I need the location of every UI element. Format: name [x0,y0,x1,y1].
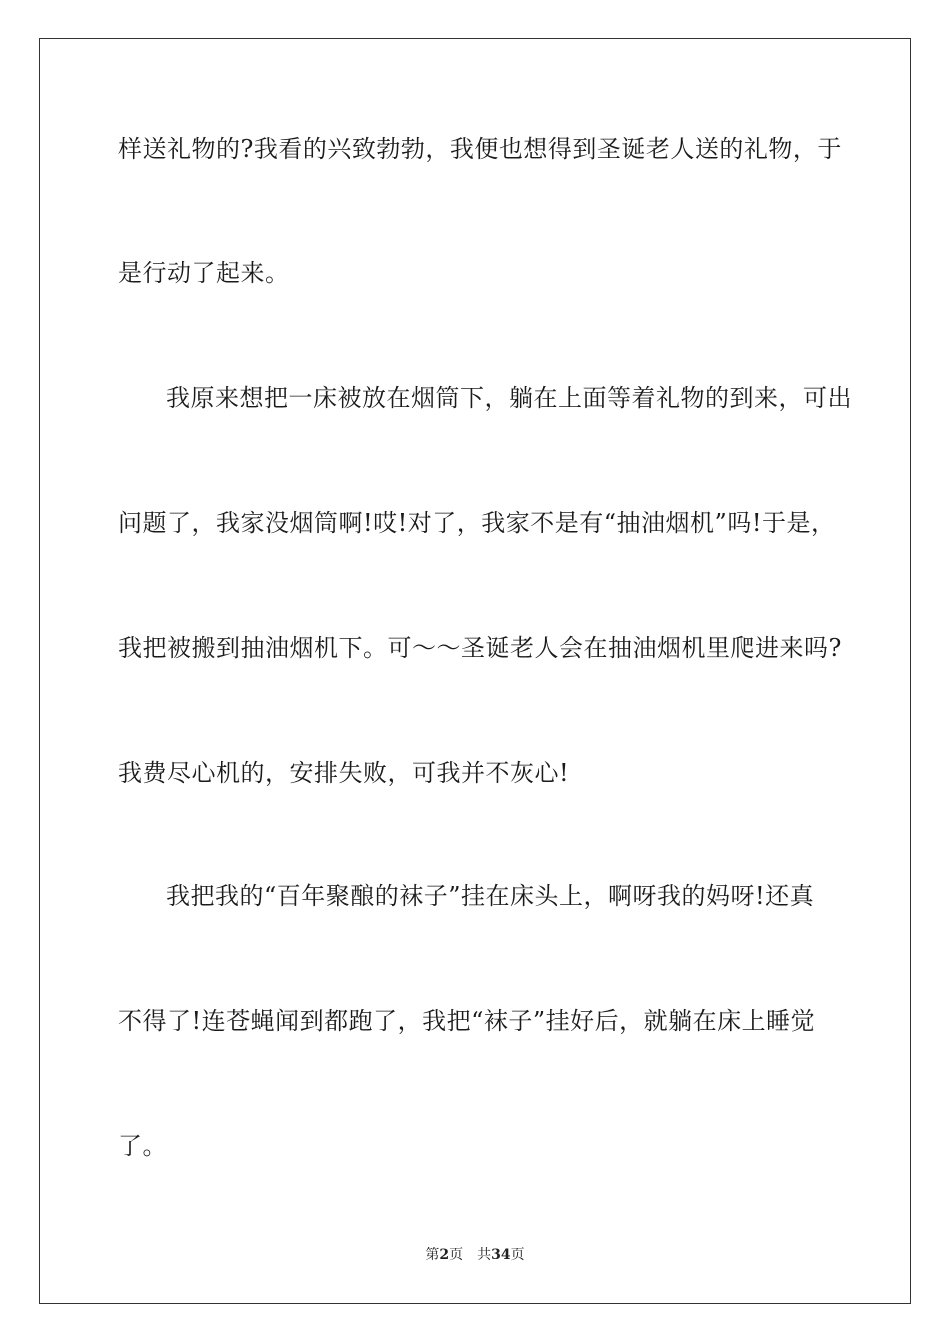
text-line-4: 问题了，我家没烟筒啊!哎!对了，我家不是有“抽油烟机”吗!于是， [118,509,836,537]
total-prefix: 共 [477,1247,492,1263]
page-number: 2 [439,1247,450,1263]
text-line-8: 不得了!连苍蝇闻到都跑了，我把“袜子”挂好后，就躺在床上睡觉 [118,1007,816,1035]
page-footer [0,1246,950,1264]
page-prefix: 第 [425,1247,440,1263]
text-line-2: 是行动了起来。 [118,259,290,287]
text-line-3: 我原来想把一床被放在烟筒下，躺在上面等着礼物的到来，可出 [166,384,852,412]
text-line-5: 我把被搬到抽油烟机下。可～～圣诞老人会在抽油烟机里爬进来吗? [118,634,842,662]
text-line-6: 我费尽心机的，安排失败，可我并不灰心! [118,759,570,787]
text-line-1: 样送礼物的?我看的兴致勃勃，我便也想得到圣诞老人送的礼物，于 [118,135,842,163]
total-suffix: 页 [510,1247,525,1263]
page-border [39,38,911,1304]
text-line-7: 我把我的“百年聚酿的袜子”挂在床头上，啊呀我的妈呀!还真 [166,882,815,910]
page-suffix: 页 [449,1247,464,1263]
text-line-9: 了。 [118,1132,167,1160]
total-pages: 34 [491,1247,511,1263]
